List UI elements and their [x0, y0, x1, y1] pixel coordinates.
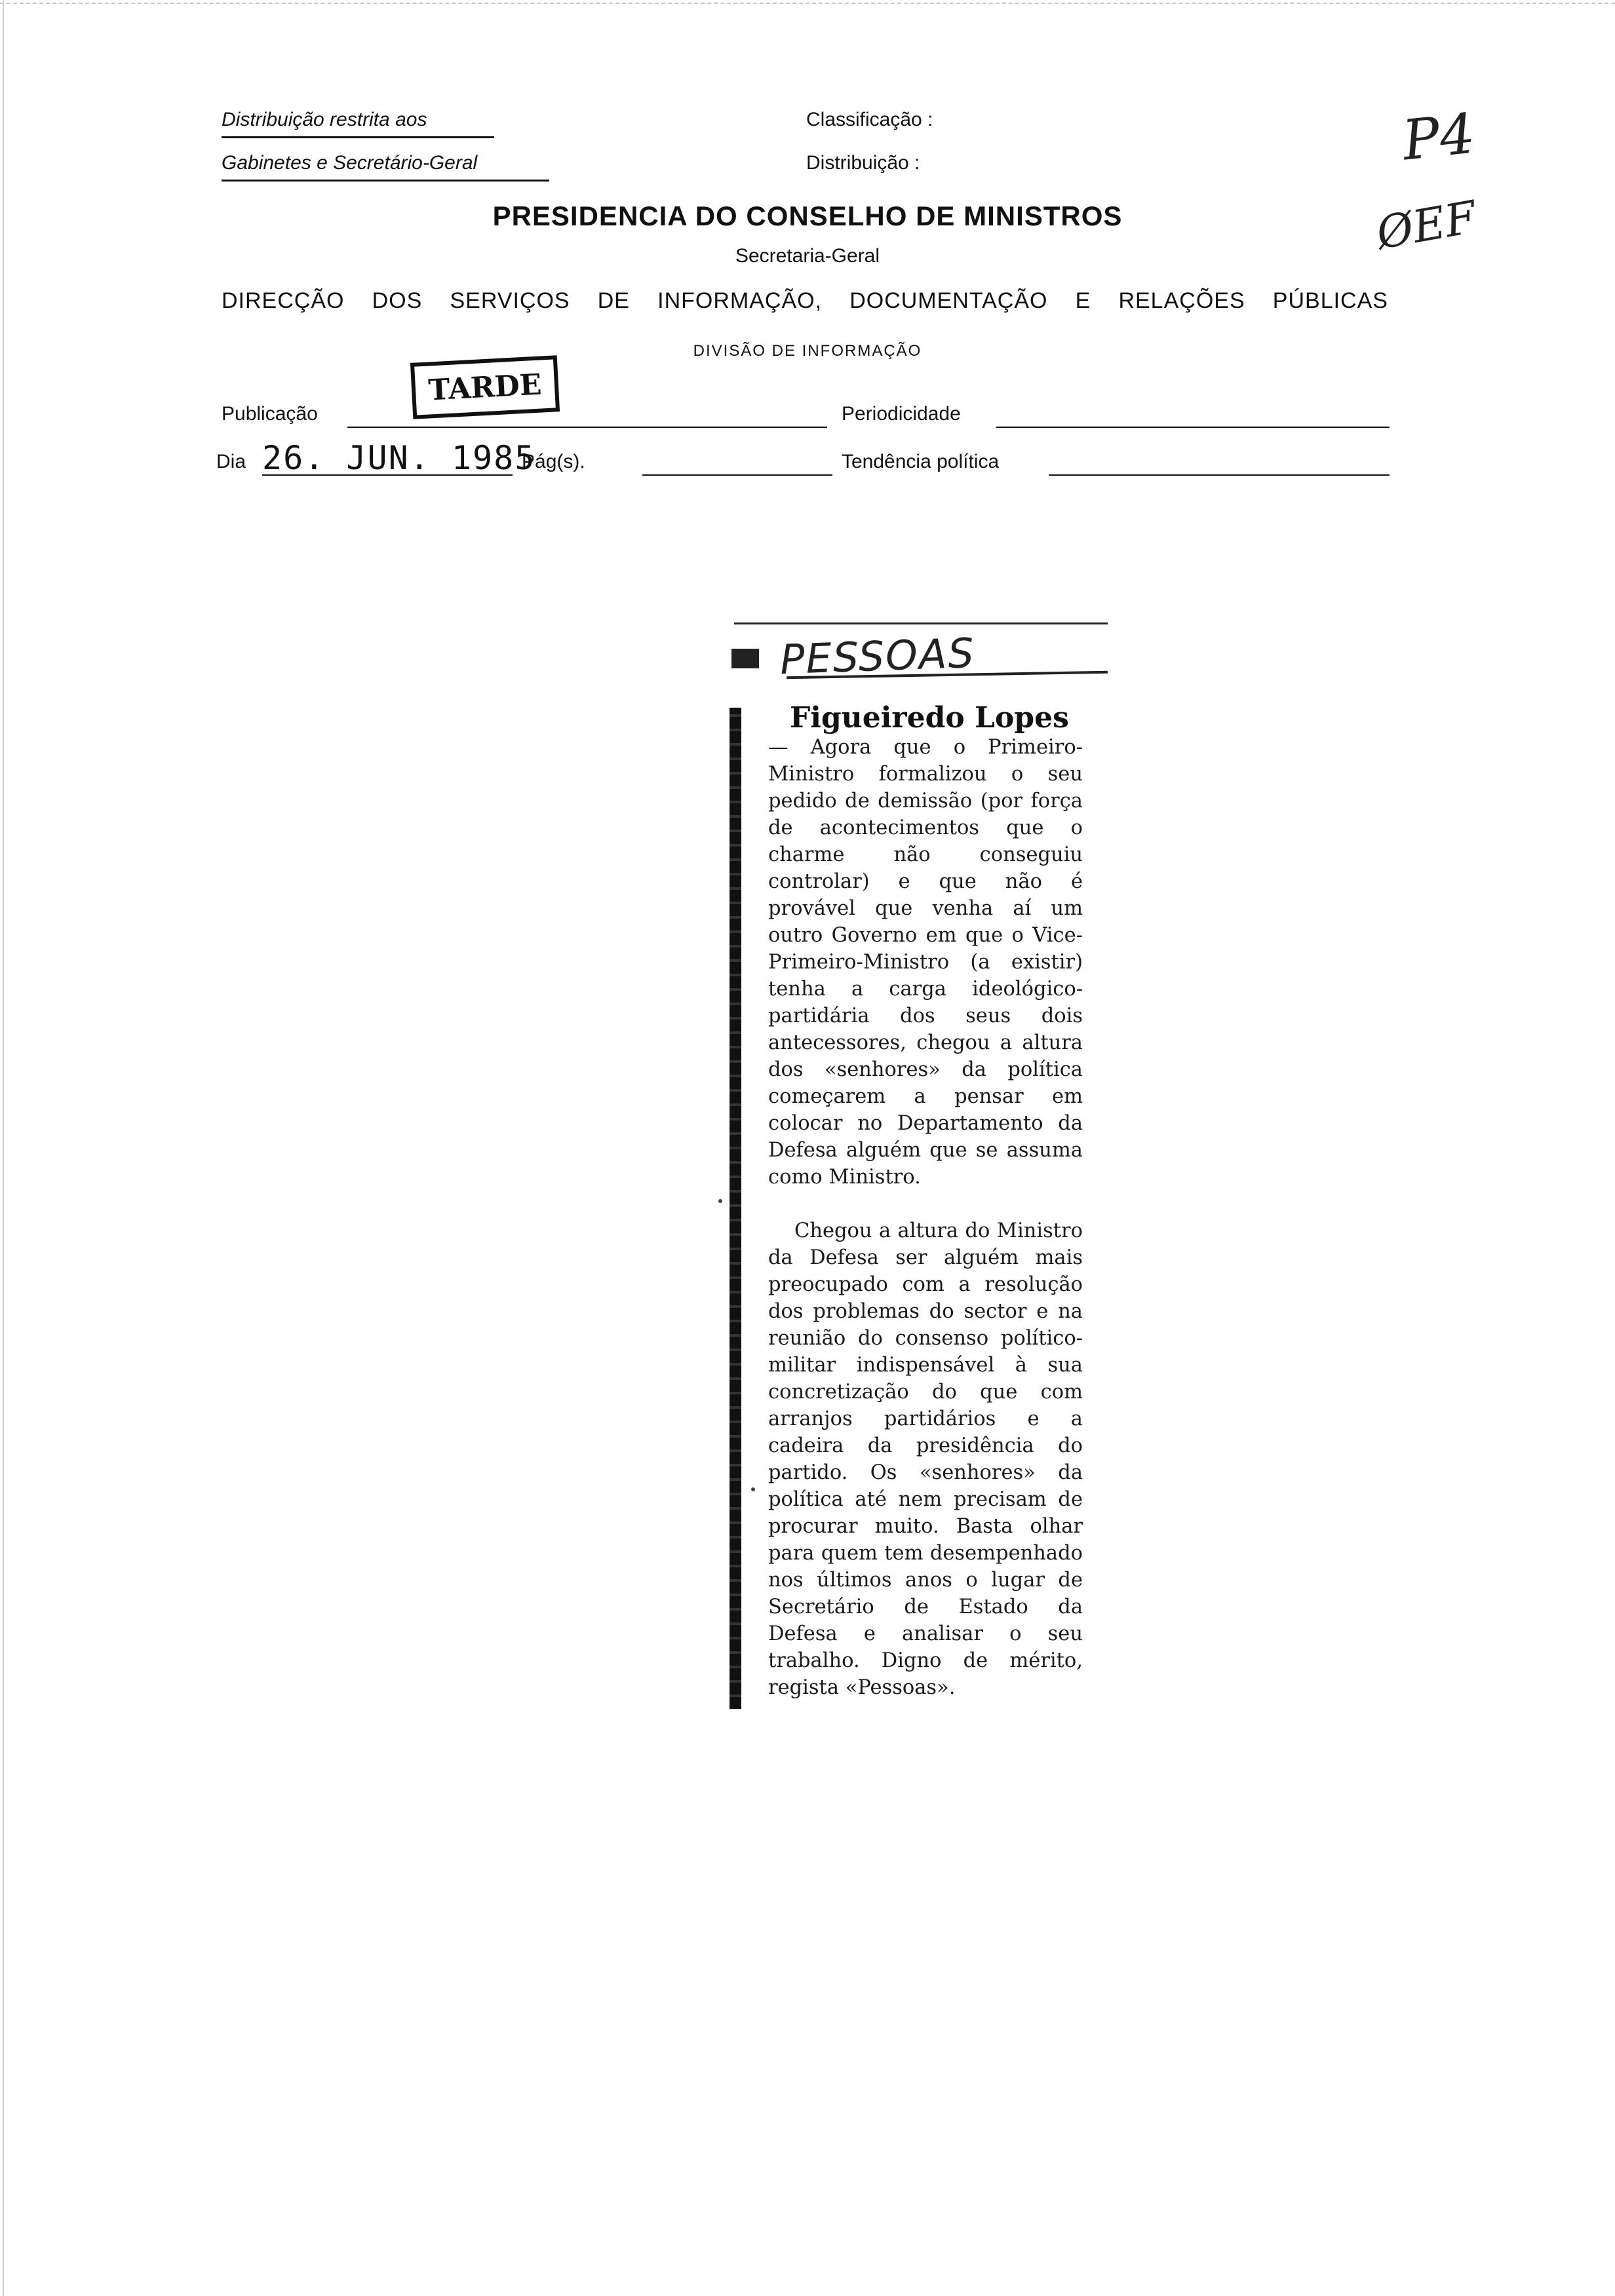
directorate-word: DE [597, 288, 630, 313]
clipping-section-handwritten: PESSOAS [779, 628, 976, 684]
pages-label: Pág(s). [522, 451, 585, 472]
ink-speck [718, 1199, 722, 1203]
restricted-distribution-line-1: Distribuição restrita aos [222, 109, 427, 130]
clipping-top-rule [734, 622, 1108, 624]
date-field-line [262, 474, 513, 476]
restricted-underline-1 [222, 136, 494, 138]
clipping-side-bar [730, 708, 741, 1709]
directorate-word: PÚBLICAS [1272, 288, 1388, 313]
clipping-article-body [768, 734, 1083, 1701]
document-subtitle: Secretaria-Geral [735, 245, 880, 267]
division-heading: DIVISÃO DE INFORMAÇÃO [693, 342, 922, 360]
date-value: 26. JUN. 1985 [262, 439, 536, 477]
clipping-paragraph: — Agora que o Primeiro-Ministro formalizou o seu pedido de demissão (por força de acontecimentos que o charme não conseguiu controlar) e que não é provável que venha aí um outro Governo em que o Vice-Primeiro-Ministro (a existir) tenha a carga ideológico-partidária dos seus dois antecessores, chegou a altura dos «senhores» da política começarem a pensar em colocar no Departamento da Defesa alguém que se assuma como Ministro. [768, 736, 1083, 1189]
restricted-distribution-line-2: Gabinetes e Secretário-Geral [222, 152, 478, 174]
clipping-paragraph: Chegou a altura do Ministro da Defesa ser alguém mais preocupado com a resolução dos problemas do sector e na reunião do consenso político-militar indispensável à sua concretização do que com arranjos partidários e a cadeira da presidência do partido. Os «senhores» da política até nem precisam de procurar muito. Basta olhar para quem tem desempenhado nos últimos anos o lugar de Secretário de Estado da Defesa e analisar o seu trabalho. Digno de mérito, regista «Pessoas». [768, 1219, 1083, 1699]
political-tendency-field-line [1049, 474, 1390, 476]
pages-field-line [642, 474, 832, 476]
document-title [0, 201, 1615, 232]
publication-stamp: TARDE [410, 355, 560, 419]
ink-speck [751, 1487, 755, 1491]
page-top-edge [0, 3, 1615, 4]
directorate-word: DOCUMENTAÇÃO [849, 288, 1048, 313]
day-label: Dia [216, 451, 246, 472]
periodicity-label: Periodicidade [842, 403, 961, 425]
distribution-label: Distribuição : [806, 152, 920, 174]
publication-label: Publicação [222, 403, 318, 425]
directorate-word: INFORMAÇÃO, [657, 288, 823, 313]
restricted-underline-2 [222, 180, 549, 182]
document-title-text: PRESIDENCIA DO CONSELHO DE MINISTROS [492, 201, 1123, 231]
handwritten-annotation-top: P4 [1399, 101, 1478, 173]
directorate-word: DOS [372, 288, 423, 313]
directorate-word: SERVIÇOS [450, 288, 570, 313]
clipping-marker-block [731, 649, 759, 668]
periodicity-field-line [996, 427, 1390, 428]
publication-field-line [347, 427, 827, 428]
directorate-word: E [1075, 288, 1091, 313]
directorate-heading [222, 288, 1388, 314]
classification-label: Classificação : [806, 109, 933, 130]
directorate-word: DIRECÇÃO [222, 288, 345, 313]
political-tendency-label: Tendência política [842, 451, 1000, 472]
clipping-title: Figueiredo Lopes [790, 701, 1069, 735]
directorate-word: RELAÇÕES [1118, 288, 1245, 313]
handwritten-annotation-second: ØEF [1372, 191, 1481, 260]
